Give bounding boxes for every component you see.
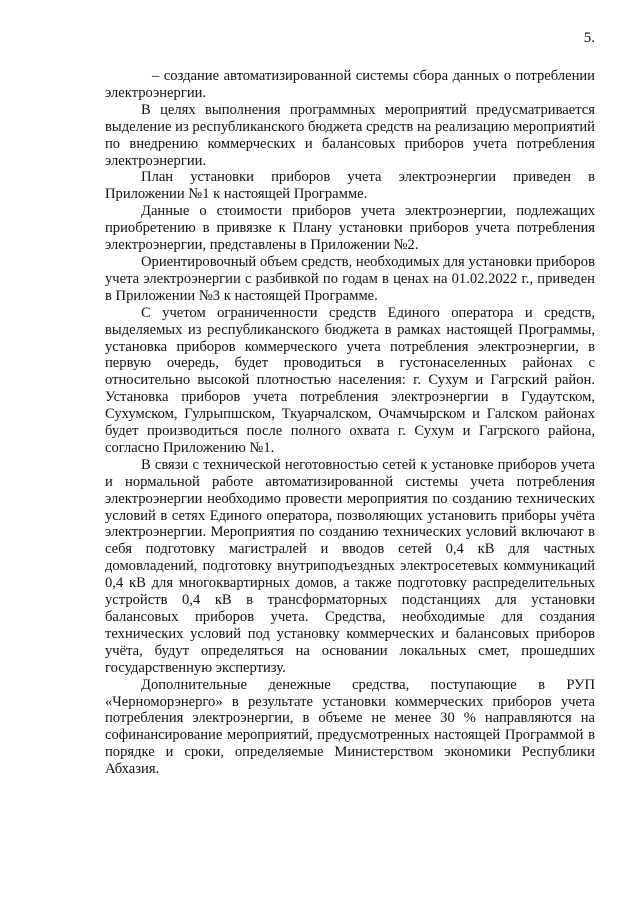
paragraph: В целях выполнения программных мероприятий предусматривается выделение из республиканского бюджета средств на реализацию мероприятий по внедрению коммерческих и балансовых приборов учета потребления электроэнергии. — [105, 101, 595, 169]
paragraph: В связи с технической неготовностью сетей к установке приборов учета и нормальной работе автоматизированной системы учета потребления электроэнергии необходимо провести мероприятия по созданию технических условий в сетях Единого оператора, позволяющих установить приборы учёта электроэнергии. Мероприятия по созданию технических условий включают в себя подготовку магистралей и вводов сетей 0,4 кВ для частных домовладений, подготовку внутриподъездных электросетевых коммуникаций 0,4 кВ для многоквартирных домов, а также подготовку распределительных устройств 0,4 кВ в трансформаторных подстанциях для установки балансовых приборов учета. Средства, необходимые для создания технических условий под установку коммерческих и балансовых приборов учёта, будут определяться на основании локальных смет, прошедших государственную экспертизу. — [105, 456, 595, 676]
paragraph: Ориентировочный объем средств, необходимых для установки приборов учета электроэнергии с разбивкой по годам в ценах на 01.02.2022 г., приведен в Приложении №3 к настоящей Программе. — [105, 253, 595, 304]
page-number: 5. — [583, 30, 595, 46]
document-body — [105, 68, 595, 778]
paragraph: Данные о стоимости приборов учета электроэнергии, подлежащих приобретению в привязке к Плану установки приборов учета потребления электроэнергии, представлены в Приложении №2. — [105, 203, 595, 254]
paragraph: План установки приборов учета электроэнергии приведен в Приложении №1 к настоящей Программе. — [105, 169, 595, 203]
paragraph: С учетом ограниченности средств Единого оператора и средств, выделяемых из республиканского бюджета в рамках настоящей Программы, установка приборов коммерческого учета потребления электроэнергии, в первую очередь, будет проводиться в густонаселенных районах с относительно высокой плотностью населения: г. Сухум и Гагрский район. Установка приборов учета потребления электроэнергии в Гудаутском, Сухумском, Гулрыпшском, Ткуарчалском, Очамчырском и Галском районах будет производиться после полного охвата г. Сухум и Гагрского района, согласно Приложению №1. — [105, 304, 595, 456]
paragraph: Дополнительные денежные средства, поступающие в РУП «Черноморэнерго» в результате установки коммерческих приборов учета потребления электроэнергии, в объеме не менее 30 % направляются на софинансирование мероприятий, предусмотренных настоящей Программой в порядке и сроки, определяемые Министерством экономики Республики Абхазия. — [105, 676, 595, 778]
paragraph: – создание автоматизированной системы сбора данных о потреблении электроэнергии. — [105, 68, 595, 101]
